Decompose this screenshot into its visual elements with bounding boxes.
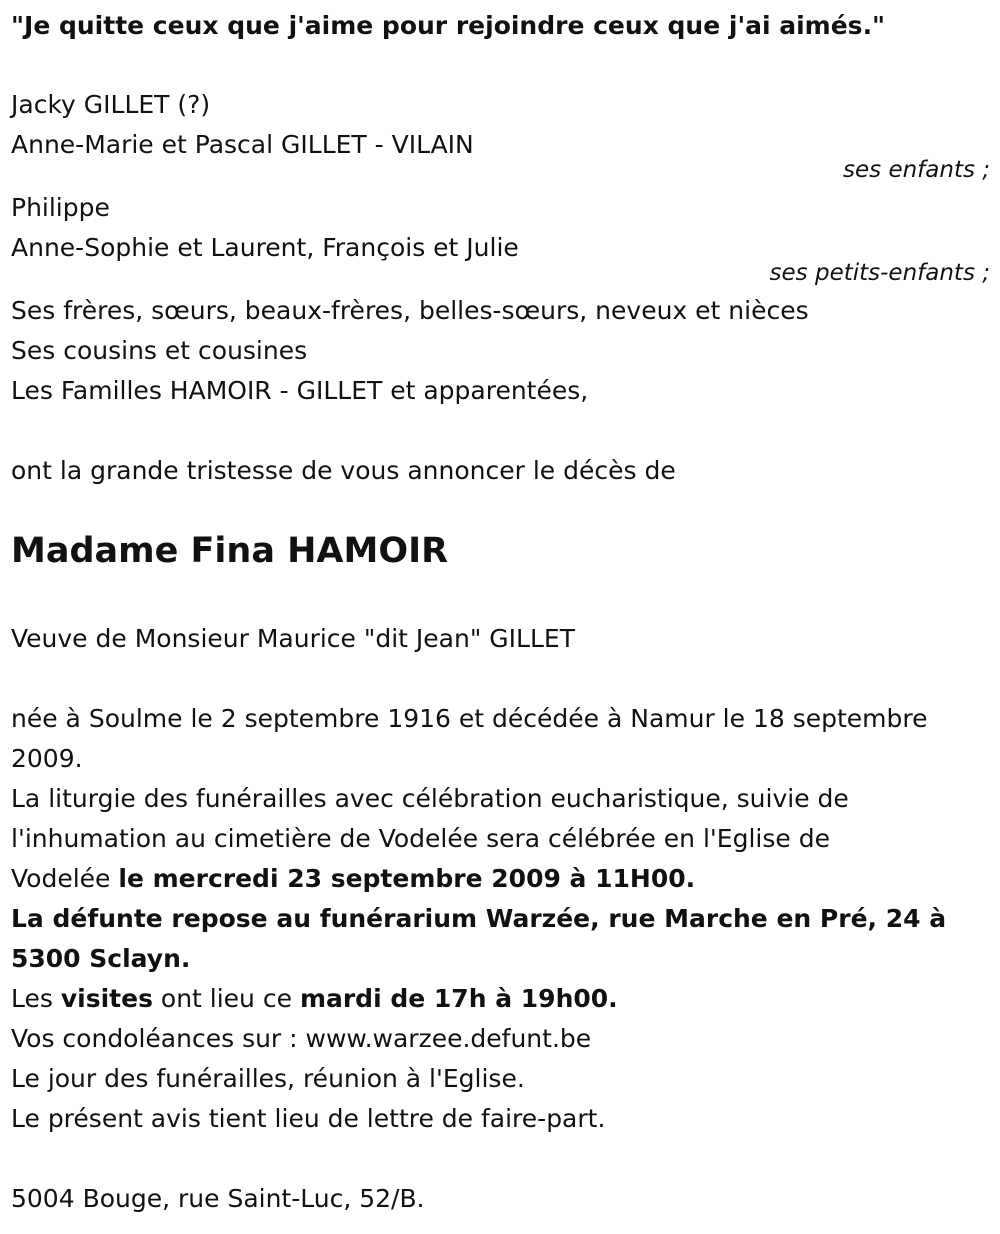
announcement-text: ont la grande tristesse de vous annoncer le décès de: [11, 456, 676, 485]
visits-line: [11, 984, 618, 1014]
relatives-line-1: Ses frères, sœurs, beaux-frères, belles-sœurs, neveux et nièces: [11, 296, 809, 325]
relatives-line-3: Les Familles HAMOIR - GILLET et apparentées,: [11, 376, 589, 405]
notice-text: Le présent avis tient lieu de lettre de faire-part.: [11, 1104, 606, 1133]
visits-time: mardi de 17h à 19h00.: [299, 984, 618, 1013]
children-role-label: ses enfants ;: [843, 157, 990, 183]
epigraph-quote: "Je quitte ceux que j'aime pour rejoindre ceux que j'ai aimés.": [11, 11, 886, 40]
grandchildren-role-label: ses petits-enfants ;: [769, 260, 990, 286]
child-name-1: Jacky GILLET (?): [11, 90, 211, 119]
grandchild-name-1: Philippe: [11, 193, 110, 222]
visits-prefix: Les: [11, 984, 61, 1013]
birth-death-line-1: née à Soulme le 2 septembre 1916 et décédée à Namur le 18 septembre: [11, 704, 928, 733]
widow-of-text: Veuve de Monsieur Maurice "dit Jean" GILLET: [11, 624, 575, 653]
relatives-line-2: Ses cousins et cousines: [11, 336, 308, 365]
birth-death-line-2: 2009.: [11, 744, 83, 773]
repose-line-2: 5300 Sclayn.: [11, 944, 191, 973]
liturgy-location: Vodelée: [11, 864, 119, 893]
liturgy-datetime: le mercredi 23 septembre 2009 à 11H00.: [118, 864, 696, 893]
address-text: 5004 Bouge, rue Saint-Luc, 52/B.: [11, 1184, 425, 1213]
liturgy-line-2: l'inhumation au cimetière de Vodelée sera célébrée en l'Eglise de: [11, 824, 830, 853]
funeral-day-text: Le jour des funérailles, réunion à l'Eglise.: [11, 1064, 525, 1093]
liturgy-line-3: [11, 864, 695, 894]
condolences-text: Vos condoléances sur : www.warzee.defunt.be: [11, 1024, 592, 1053]
visits-keyword: visites: [60, 984, 153, 1013]
grandchild-name-2: Anne-Sophie et Laurent, François et Julie: [11, 233, 519, 262]
visits-middle: ont lieu ce: [152, 984, 300, 1013]
repose-line-1: La défunte repose au funérarium Warzée, rue Marche en Pré, 24 à: [11, 904, 947, 933]
deceased-name: Madame Fina HAMOIR: [11, 531, 449, 571]
child-name-2: Anne-Marie et Pascal GILLET - VILAIN: [11, 130, 474, 159]
liturgy-line-1: La liturgie des funérailles avec célébration eucharistique, suivie de: [11, 784, 849, 813]
